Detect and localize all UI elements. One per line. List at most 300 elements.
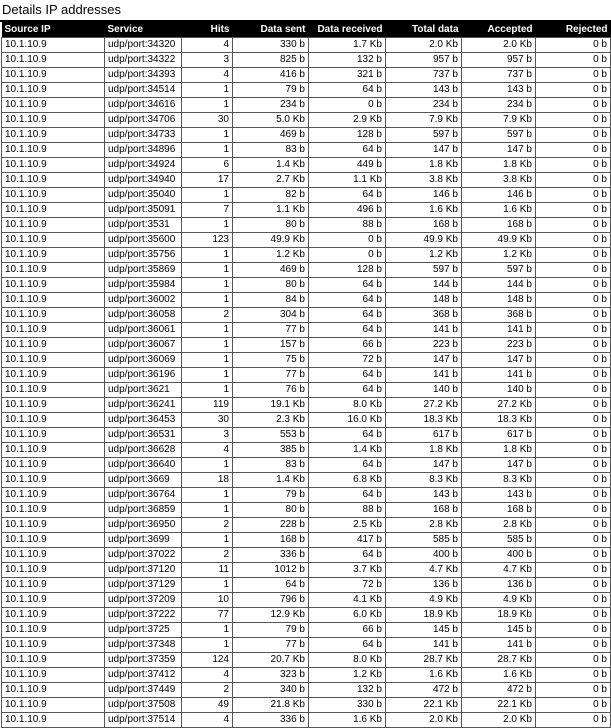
- hits-cell: 1: [182, 368, 233, 383]
- data-sent-cell: 80 b: [233, 218, 309, 233]
- data-received-cell: 66 b: [309, 623, 386, 638]
- total-data-cell: 1.8 Kb: [386, 158, 462, 173]
- hits-cell: 30: [182, 113, 233, 128]
- accepted-cell: 1.6 Kb: [462, 668, 536, 683]
- total-data-cell: 400 b: [386, 548, 462, 563]
- total-data-cell: 2.0 Kb: [386, 713, 462, 728]
- rejected-cell: 0 b: [536, 113, 611, 128]
- hits-cell: 1: [182, 533, 233, 548]
- col-header-accepted[interactable]: Accepted: [462, 22, 536, 38]
- source-ip-cell: 10.1.10.9: [2, 383, 105, 398]
- service-cell: udp/port:3699: [105, 533, 182, 548]
- data-sent-cell: 796 b: [233, 593, 309, 608]
- service-cell: udp/port:37209: [105, 593, 182, 608]
- rejected-cell: 0 b: [536, 263, 611, 278]
- rejected-cell: 0 b: [536, 83, 611, 98]
- rejected-cell: 0 b: [536, 98, 611, 113]
- ip-details-table: [1, 22, 611, 728]
- data-sent-cell: 1012 b: [233, 563, 309, 578]
- source-ip-cell: 10.1.10.9: [2, 98, 105, 113]
- table-row: [2, 83, 611, 98]
- service-cell: udp/port:36069: [105, 353, 182, 368]
- total-data-cell: 617 b: [386, 428, 462, 443]
- service-cell: udp/port:3531: [105, 218, 182, 233]
- service-cell: udp/port:35756: [105, 248, 182, 263]
- table-row: [2, 293, 611, 308]
- data-sent-cell: 157 b: [233, 338, 309, 353]
- total-data-cell: 2.8 Kb: [386, 518, 462, 533]
- data-received-cell: 0 b: [309, 233, 386, 248]
- accepted-cell: 143 b: [462, 83, 536, 98]
- hits-cell: 3: [182, 53, 233, 68]
- data-received-cell: 2.9 Kb: [309, 113, 386, 128]
- data-received-cell: 64 b: [309, 368, 386, 383]
- service-cell: udp/port:36859: [105, 503, 182, 518]
- service-cell: udp/port:36950: [105, 518, 182, 533]
- hits-cell: 1: [182, 578, 233, 593]
- accepted-cell: 18.3 Kb: [462, 413, 536, 428]
- total-data-cell: 144 b: [386, 278, 462, 293]
- rejected-cell: 0 b: [536, 428, 611, 443]
- total-data-cell: 18.3 Kb: [386, 413, 462, 428]
- data-received-cell: 0 b: [309, 98, 386, 113]
- data-sent-cell: 416 b: [233, 68, 309, 83]
- rejected-cell: 0 b: [536, 488, 611, 503]
- total-data-cell: 143 b: [386, 83, 462, 98]
- accepted-cell: 1.8 Kb: [462, 443, 536, 458]
- rejected-cell: 0 b: [536, 653, 611, 668]
- source-ip-cell: 10.1.10.9: [2, 158, 105, 173]
- data-sent-cell: 82 b: [233, 188, 309, 203]
- source-ip-cell: 10.1.10.9: [2, 398, 105, 413]
- hits-cell: 1: [182, 143, 233, 158]
- data-received-cell: 64 b: [309, 488, 386, 503]
- accepted-cell: 597 b: [462, 128, 536, 143]
- rejected-cell: 0 b: [536, 293, 611, 308]
- rejected-cell: 0 b: [536, 473, 611, 488]
- total-data-cell: 168 b: [386, 218, 462, 233]
- data-sent-cell: 304 b: [233, 308, 309, 323]
- table-row: [2, 368, 611, 383]
- table-row: [2, 188, 611, 203]
- hits-cell: 2: [182, 518, 233, 533]
- accepted-cell: 144 b: [462, 278, 536, 293]
- data-received-cell: 64 b: [309, 278, 386, 293]
- accepted-cell: 1.6 Kb: [462, 203, 536, 218]
- data-received-cell: 64 b: [309, 428, 386, 443]
- data-sent-cell: 83 b: [233, 458, 309, 473]
- source-ip-cell: 10.1.10.9: [2, 323, 105, 338]
- rejected-cell: 0 b: [536, 53, 611, 68]
- data-received-cell: 1.4 Kb: [309, 443, 386, 458]
- data-received-cell: 8.0 Kb: [309, 398, 386, 413]
- accepted-cell: 7.9 Kb: [462, 113, 536, 128]
- rejected-cell: 0 b: [536, 203, 611, 218]
- data-sent-cell: 79 b: [233, 623, 309, 638]
- source-ip-cell: 10.1.10.9: [2, 188, 105, 203]
- source-ip-cell: 10.1.10.9: [2, 428, 105, 443]
- service-cell: udp/port:34940: [105, 173, 182, 188]
- accepted-cell: 141 b: [462, 323, 536, 338]
- data-received-cell: 64 b: [309, 458, 386, 473]
- col-header-data-sent[interactable]: Data sent: [233, 22, 309, 38]
- total-data-cell: 1.6 Kb: [386, 668, 462, 683]
- data-received-cell: 64 b: [309, 308, 386, 323]
- hits-cell: 49: [182, 698, 233, 713]
- service-cell: udp/port:36628: [105, 443, 182, 458]
- accepted-cell: 234 b: [462, 98, 536, 113]
- rejected-cell: 0 b: [536, 698, 611, 713]
- hits-cell: 1: [182, 458, 233, 473]
- data-received-cell: 132 b: [309, 53, 386, 68]
- data-received-cell: 72 b: [309, 578, 386, 593]
- table-row: [2, 698, 611, 713]
- hits-cell: 1: [182, 338, 233, 353]
- total-data-cell: 141 b: [386, 638, 462, 653]
- service-cell: udp/port:37412: [105, 668, 182, 683]
- accepted-cell: 472 b: [462, 683, 536, 698]
- total-data-cell: 22.1 Kb: [386, 698, 462, 713]
- table-row: [2, 158, 611, 173]
- service-cell: udp/port:3669: [105, 473, 182, 488]
- accepted-cell: 168 b: [462, 503, 536, 518]
- hits-cell: 1: [182, 293, 233, 308]
- table-row: [2, 173, 611, 188]
- hits-cell: 4: [182, 713, 233, 728]
- source-ip-cell: 10.1.10.9: [2, 578, 105, 593]
- data-sent-cell: 553 b: [233, 428, 309, 443]
- hits-cell: 1: [182, 488, 233, 503]
- service-cell: udp/port:34393: [105, 68, 182, 83]
- service-cell: udp/port:34320: [105, 38, 182, 53]
- col-header-hits[interactable]: Hits: [182, 22, 233, 38]
- source-ip-cell: 10.1.10.9: [2, 608, 105, 623]
- data-sent-cell: 19.1 Kb: [233, 398, 309, 413]
- total-data-cell: 1.8 Kb: [386, 443, 462, 458]
- table-row: [2, 473, 611, 488]
- total-data-cell: 168 b: [386, 503, 462, 518]
- data-sent-cell: 83 b: [233, 143, 309, 158]
- data-received-cell: 449 b: [309, 158, 386, 173]
- data-received-cell: 3.7 Kb: [309, 563, 386, 578]
- accepted-cell: 400 b: [462, 548, 536, 563]
- data-sent-cell: 330 b: [233, 38, 309, 53]
- data-sent-cell: 1.1 Kb: [233, 203, 309, 218]
- source-ip-cell: 10.1.10.9: [2, 683, 105, 698]
- service-cell: udp/port:37359: [105, 653, 182, 668]
- total-data-cell: 737 b: [386, 68, 462, 83]
- hits-cell: 2: [182, 683, 233, 698]
- data-received-cell: 66 b: [309, 338, 386, 353]
- total-data-cell: 597 b: [386, 263, 462, 278]
- data-sent-cell: 825 b: [233, 53, 309, 68]
- table-row: [2, 533, 611, 548]
- source-ip-cell: 10.1.10.9: [2, 233, 105, 248]
- accepted-cell: 49.9 Kb: [462, 233, 536, 248]
- hits-cell: 4: [182, 38, 233, 53]
- table-row: [2, 248, 611, 263]
- data-received-cell: 64 b: [309, 383, 386, 398]
- accepted-cell: 737 b: [462, 68, 536, 83]
- data-sent-cell: 20.7 Kb: [233, 653, 309, 668]
- total-data-cell: 143 b: [386, 488, 462, 503]
- table-row: [2, 308, 611, 323]
- total-data-cell: 27.2 Kb: [386, 398, 462, 413]
- table-row: [2, 443, 611, 458]
- data-received-cell: 496 b: [309, 203, 386, 218]
- accepted-cell: 168 b: [462, 218, 536, 233]
- hits-cell: 1: [182, 353, 233, 368]
- rejected-cell: 0 b: [536, 323, 611, 338]
- rejected-cell: 0 b: [536, 398, 611, 413]
- table-row: [2, 623, 611, 638]
- total-data-cell: 1.6 Kb: [386, 203, 462, 218]
- source-ip-cell: 10.1.10.9: [2, 458, 105, 473]
- accepted-cell: 4.9 Kb: [462, 593, 536, 608]
- data-sent-cell: 77 b: [233, 368, 309, 383]
- accepted-cell: 2.8 Kb: [462, 518, 536, 533]
- hits-cell: 2: [182, 308, 233, 323]
- service-cell: udp/port:35040: [105, 188, 182, 203]
- table-row: [2, 323, 611, 338]
- rejected-cell: 0 b: [536, 443, 611, 458]
- table-row: [2, 578, 611, 593]
- source-ip-cell: 10.1.10.9: [2, 173, 105, 188]
- source-ip-cell: 10.1.10.9: [2, 218, 105, 233]
- hits-cell: 77: [182, 608, 233, 623]
- accepted-cell: 1.8 Kb: [462, 158, 536, 173]
- table-row: [2, 488, 611, 503]
- service-cell: udp/port:36002: [105, 293, 182, 308]
- total-data-cell: 3.8 Kb: [386, 173, 462, 188]
- data-sent-cell: 2.3 Kb: [233, 413, 309, 428]
- service-cell: udp/port:37514: [105, 713, 182, 728]
- table-row: [2, 398, 611, 413]
- source-ip-cell: 10.1.10.9: [2, 368, 105, 383]
- accepted-cell: 957 b: [462, 53, 536, 68]
- source-ip-cell: 10.1.10.9: [2, 563, 105, 578]
- rejected-cell: 0 b: [536, 38, 611, 53]
- accepted-cell: 617 b: [462, 428, 536, 443]
- source-ip-cell: 10.1.10.9: [2, 638, 105, 653]
- hits-cell: 1: [182, 278, 233, 293]
- accepted-cell: 2.0 Kb: [462, 38, 536, 53]
- hits-cell: 1: [182, 98, 233, 113]
- table-row: [2, 383, 611, 398]
- source-ip-cell: 10.1.10.9: [2, 653, 105, 668]
- source-ip-cell: 10.1.10.9: [2, 443, 105, 458]
- source-ip-cell: 10.1.10.9: [2, 263, 105, 278]
- total-data-cell: 368 b: [386, 308, 462, 323]
- data-received-cell: 1.1 Kb: [309, 173, 386, 188]
- col-header-data-received[interactable]: Data received: [309, 22, 386, 38]
- service-cell: udp/port:34706: [105, 113, 182, 128]
- source-ip-cell: 10.1.10.9: [2, 338, 105, 353]
- hits-cell: 3: [182, 428, 233, 443]
- accepted-cell: 147 b: [462, 458, 536, 473]
- hits-cell: 30: [182, 413, 233, 428]
- hits-cell: 1: [182, 263, 233, 278]
- service-cell: udp/port:36640: [105, 458, 182, 473]
- hits-cell: 4: [182, 668, 233, 683]
- page-title: Details IP addresses: [0, 0, 611, 22]
- data-received-cell: 330 b: [309, 698, 386, 713]
- rejected-cell: 0 b: [536, 218, 611, 233]
- accepted-cell: 223 b: [462, 338, 536, 353]
- total-data-cell: 1.2 Kb: [386, 248, 462, 263]
- data-received-cell: 2.5 Kb: [309, 518, 386, 533]
- service-cell: udp/port:37129: [105, 578, 182, 593]
- service-cell: udp/port:35600: [105, 233, 182, 248]
- hits-cell: 123: [182, 233, 233, 248]
- table-row: [2, 608, 611, 623]
- accepted-cell: 18.9 Kb: [462, 608, 536, 623]
- rejected-cell: 0 b: [536, 548, 611, 563]
- data-received-cell: 128 b: [309, 263, 386, 278]
- total-data-cell: 147 b: [386, 458, 462, 473]
- source-ip-cell: 10.1.10.9: [2, 293, 105, 308]
- data-received-cell: 64 b: [309, 323, 386, 338]
- rejected-cell: 0 b: [536, 173, 611, 188]
- table-row: [2, 128, 611, 143]
- data-sent-cell: 340 b: [233, 683, 309, 698]
- rejected-cell: 0 b: [536, 248, 611, 263]
- data-sent-cell: 77 b: [233, 638, 309, 653]
- data-received-cell: 64 b: [309, 548, 386, 563]
- table-row: [2, 503, 611, 518]
- table-row: [2, 683, 611, 698]
- service-cell: udp/port:36531: [105, 428, 182, 443]
- data-received-cell: 321 b: [309, 68, 386, 83]
- table-row: [2, 218, 611, 233]
- data-sent-cell: 21.8 Kb: [233, 698, 309, 713]
- rejected-cell: 0 b: [536, 383, 611, 398]
- total-data-cell: 4.9 Kb: [386, 593, 462, 608]
- total-data-cell: 146 b: [386, 188, 462, 203]
- total-data-cell: 2.0 Kb: [386, 38, 462, 53]
- data-sent-cell: 469 b: [233, 128, 309, 143]
- service-cell: udp/port:37120: [105, 563, 182, 578]
- source-ip-cell: 10.1.10.9: [2, 143, 105, 158]
- source-ip-cell: 10.1.10.9: [2, 353, 105, 368]
- col-header-rejected[interactable]: Rejected: [536, 22, 611, 38]
- accepted-cell: 143 b: [462, 488, 536, 503]
- accepted-cell: 22.1 Kb: [462, 698, 536, 713]
- total-data-cell: 4.7 Kb: [386, 563, 462, 578]
- service-cell: udp/port:35984: [105, 278, 182, 293]
- data-received-cell: 8.0 Kb: [309, 653, 386, 668]
- hits-cell: 1: [182, 188, 233, 203]
- hits-cell: 1: [182, 503, 233, 518]
- data-received-cell: 72 b: [309, 353, 386, 368]
- source-ip-cell: 10.1.10.9: [2, 548, 105, 563]
- service-cell: udp/port:34733: [105, 128, 182, 143]
- data-received-cell: 64 b: [309, 638, 386, 653]
- accepted-cell: 585 b: [462, 533, 536, 548]
- table-row: [2, 638, 611, 653]
- accepted-cell: 147 b: [462, 143, 536, 158]
- table-row: [2, 548, 611, 563]
- hits-cell: 6: [182, 158, 233, 173]
- total-data-cell: 141 b: [386, 323, 462, 338]
- data-received-cell: 16.0 Kb: [309, 413, 386, 428]
- table-header-row: [2, 22, 611, 38]
- hits-cell: 7: [182, 203, 233, 218]
- rejected-cell: 0 b: [536, 278, 611, 293]
- data-sent-cell: 79 b: [233, 488, 309, 503]
- rejected-cell: 0 b: [536, 593, 611, 608]
- hits-cell: 1: [182, 383, 233, 398]
- total-data-cell: 585 b: [386, 533, 462, 548]
- data-received-cell: 6.8 Kb: [309, 473, 386, 488]
- data-received-cell: 88 b: [309, 218, 386, 233]
- accepted-cell: 28.7 Kb: [462, 653, 536, 668]
- table-row: [2, 353, 611, 368]
- hits-cell: 1: [182, 128, 233, 143]
- total-data-cell: 7.9 Kb: [386, 113, 462, 128]
- data-sent-cell: 469 b: [233, 263, 309, 278]
- rejected-cell: 0 b: [536, 668, 611, 683]
- data-sent-cell: 1.2 Kb: [233, 248, 309, 263]
- service-cell: udp/port:3725: [105, 623, 182, 638]
- data-received-cell: 1.7 Kb: [309, 38, 386, 53]
- rejected-cell: 0 b: [536, 308, 611, 323]
- data-received-cell: 132 b: [309, 683, 386, 698]
- total-data-cell: 597 b: [386, 128, 462, 143]
- rejected-cell: 0 b: [536, 578, 611, 593]
- data-sent-cell: 80 b: [233, 503, 309, 518]
- source-ip-cell: 10.1.10.9: [2, 623, 105, 638]
- service-cell: udp/port:36453: [105, 413, 182, 428]
- source-ip-cell: 10.1.10.9: [2, 668, 105, 683]
- hits-cell: 1: [182, 83, 233, 98]
- data-sent-cell: 168 b: [233, 533, 309, 548]
- col-header-source-ip[interactable]: Source IP: [2, 22, 105, 38]
- source-ip-cell: 10.1.10.9: [2, 83, 105, 98]
- data-sent-cell: 234 b: [233, 98, 309, 113]
- table-row: [2, 68, 611, 83]
- total-data-cell: 8.3 Kb: [386, 473, 462, 488]
- accepted-cell: 368 b: [462, 308, 536, 323]
- accepted-cell: 148 b: [462, 293, 536, 308]
- col-header-service[interactable]: Service: [105, 22, 182, 38]
- source-ip-cell: 10.1.10.9: [2, 473, 105, 488]
- table-row: [2, 233, 611, 248]
- data-sent-cell: 323 b: [233, 668, 309, 683]
- data-received-cell: 0 b: [309, 248, 386, 263]
- rejected-cell: 0 b: [536, 353, 611, 368]
- total-data-cell: 145 b: [386, 623, 462, 638]
- hits-cell: 2: [182, 548, 233, 563]
- accepted-cell: 147 b: [462, 353, 536, 368]
- data-received-cell: 1.6 Kb: [309, 713, 386, 728]
- total-data-cell: 148 b: [386, 293, 462, 308]
- hits-cell: 18: [182, 473, 233, 488]
- data-received-cell: 64 b: [309, 188, 386, 203]
- hits-cell: 1: [182, 218, 233, 233]
- rejected-cell: 0 b: [536, 683, 611, 698]
- service-cell: udp/port:34514: [105, 83, 182, 98]
- total-data-cell: 140 b: [386, 383, 462, 398]
- hits-cell: 17: [182, 173, 233, 188]
- total-data-cell: 234 b: [386, 98, 462, 113]
- service-cell: udp/port:37348: [105, 638, 182, 653]
- table-row: [2, 143, 611, 158]
- data-received-cell: 4.1 Kb: [309, 593, 386, 608]
- col-header-total-data[interactable]: Total data: [386, 22, 462, 38]
- rejected-cell: 0 b: [536, 623, 611, 638]
- table-body: [2, 38, 611, 728]
